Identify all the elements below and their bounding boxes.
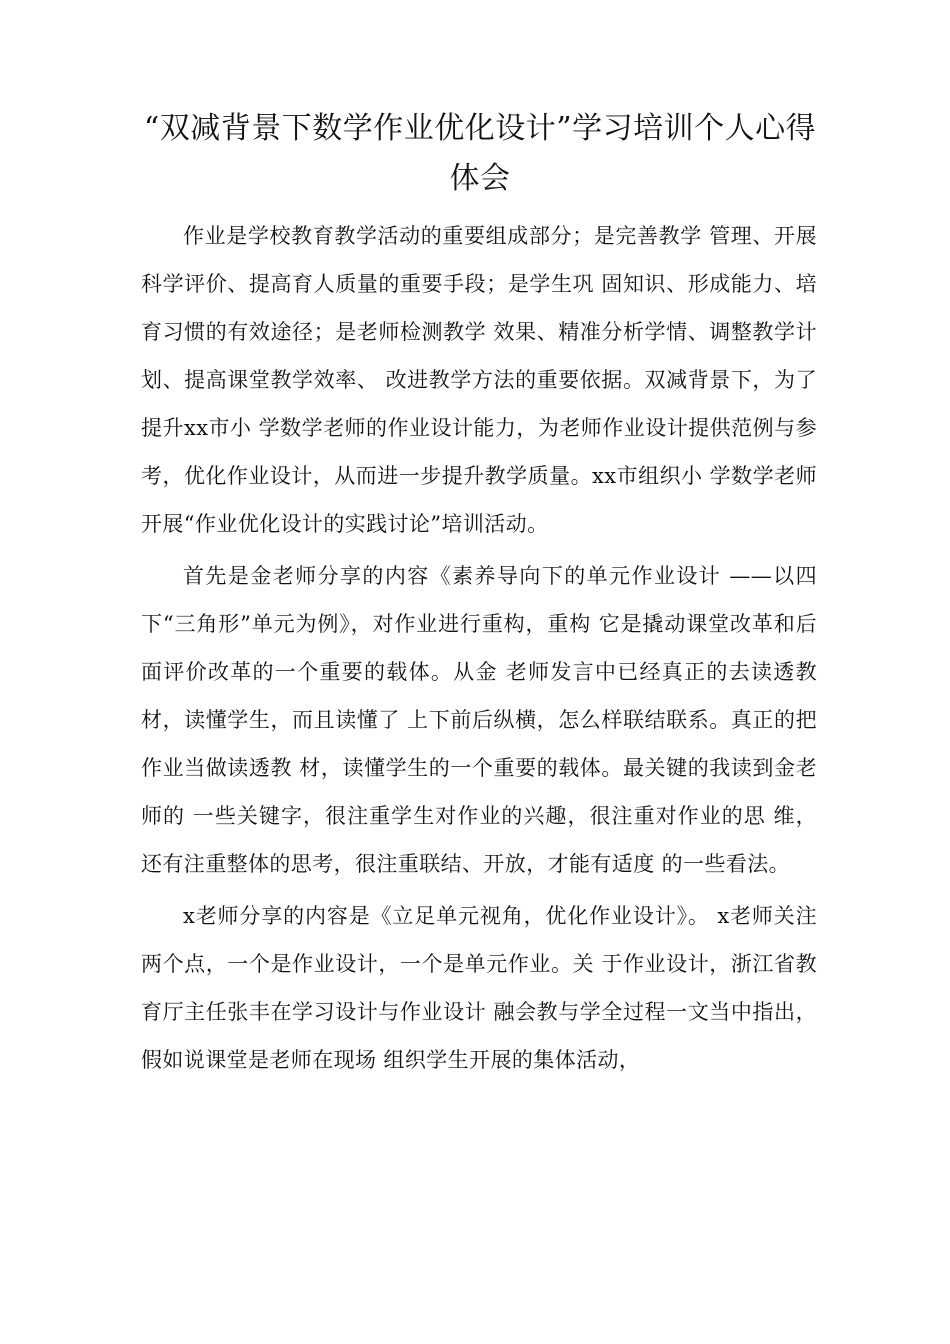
paragraph-intro: 作业是学校教育教学活动的重要组成部分；是完善教学 管理、开展科学评价、提高育人质量的重要手段；是学生巩 固知识、形成能力、培育习惯的有效途径；是老师检测教学 效果、精准分析学情、调整教学计划、提高课堂教学效率、 改进教学方法的重要依据。双减背景下，为了提升xx市小 学数学老师的作业设计能力，为老师作业设计提供范例与参 考，优化作业设计，从而进一步提升教学质量。xx市组织小 学数学老师开展“作业优化设计的实践讨论”培训活动。 — [141, 224, 817, 536]
document-body — [141, 212, 817, 1088]
paragraph-teacher-jin: 首先是金老师分享的内容《素养导向下的单元作业设计 ——以四下“三角形”单元为例》，对作业进行重构，重构 它是撬动课堂改革和后面评价改革的一个重要的载体。从金 老师发言中已经真正的去读透教材，读懂学生，而且读懂了 上下前后纵横，怎么样联结联系。真正的把作业当做读透教 材，读懂学生的一个重要的载体。最关键的我读到金老师的 一些关键字，很注重学生对作业的兴趣，很注重对作业的思 维，还有注重整体的思考，很注重联结、开放，才能有适度 的一些看法。 — [141, 564, 817, 876]
document-title: “双减背景下数学作业优化设计”学习培训个人心得体会 — [143, 111, 817, 196]
paragraph-teacher-x: x老师分享的内容是《立足单元视角，优化作业设计》。 x老师关注两个点，一个是作业设计，一个是单元作业。关 于作业设计，浙江省教育厅主任张丰在学习设计与作业设计 融会教与学全过程一文当中指出，假如说课堂是老师在现场 组织学生开展的集体活动， — [141, 904, 817, 1072]
